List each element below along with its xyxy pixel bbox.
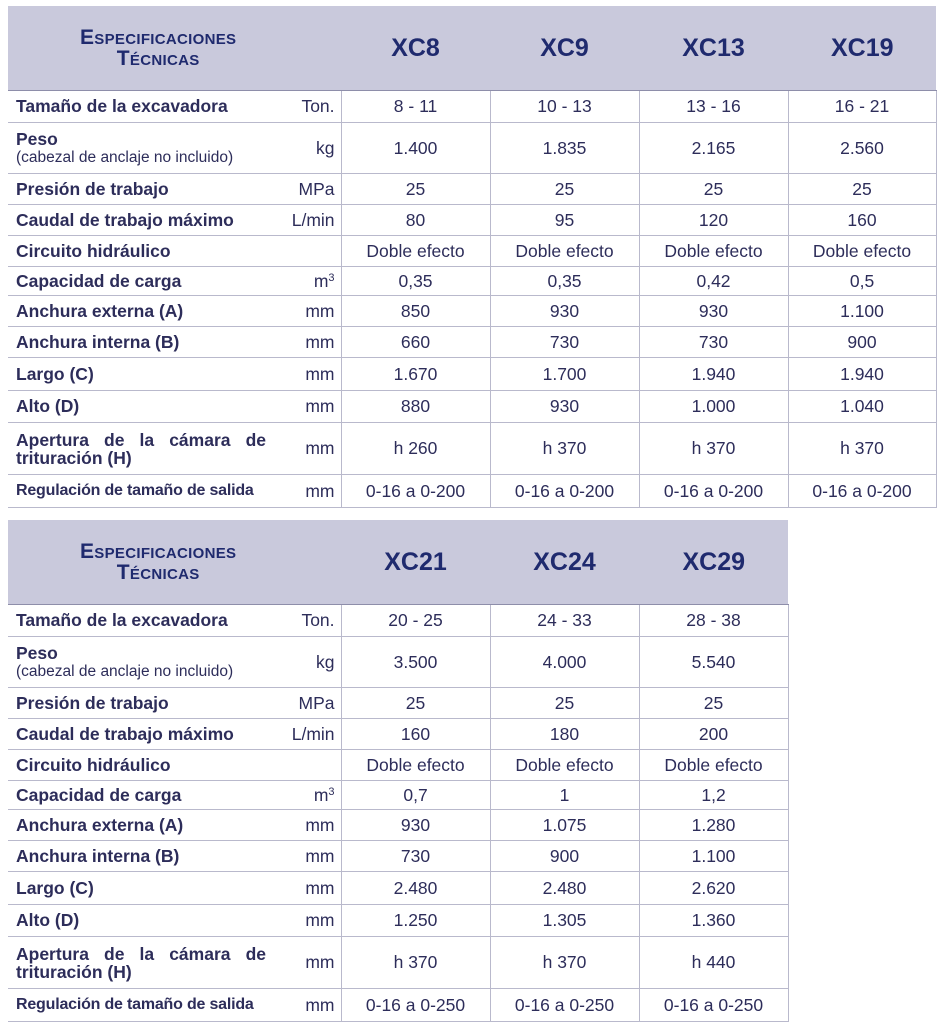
table-row <box>8 123 936 174</box>
table-row <box>8 391 936 423</box>
cell-value: h 370 <box>639 423 788 475</box>
row-unit: mm <box>278 841 341 872</box>
row-label <box>8 423 278 475</box>
cell-value: 25 <box>341 174 490 205</box>
row-unit: Ton. <box>278 91 341 123</box>
row-unit: mm <box>278 810 341 841</box>
cell-value: 930 <box>639 296 788 327</box>
table-header-row <box>8 520 788 605</box>
model-header: XC19 <box>788 6 936 91</box>
table-row <box>8 174 936 205</box>
cell-value: 1.940 <box>639 358 788 391</box>
cell-value: Doble efecto <box>490 236 639 267</box>
cell-value: 1.280 <box>639 810 788 841</box>
cell-value: 2.165 <box>639 123 788 174</box>
table-row <box>8 719 788 750</box>
cell-value: 25 <box>490 688 639 719</box>
table-row <box>8 267 936 296</box>
cell-value: 1.075 <box>490 810 639 841</box>
row-label: Anchura externa (A) <box>8 810 278 841</box>
cell-value: Doble efecto <box>788 236 936 267</box>
cell-value: Doble efecto <box>490 750 639 781</box>
cell-value: 2.480 <box>490 872 639 905</box>
row-label: Capacidad de carga <box>8 267 278 296</box>
row-unit: MPa <box>278 688 341 719</box>
spec-table-1 <box>8 6 937 508</box>
row-label-text: Apertura de la cámara de trituración (H) <box>16 429 266 468</box>
cell-value: 930 <box>490 296 639 327</box>
cell-value: h 260 <box>341 423 490 475</box>
table-row <box>8 810 788 841</box>
model-header: XC9 <box>490 6 639 91</box>
cell-value: 1.100 <box>639 841 788 872</box>
cell-value: 850 <box>341 296 490 327</box>
title-line-1: Especificaciones <box>80 25 237 49</box>
table-row <box>8 937 788 989</box>
row-unit: Ton. <box>278 605 341 637</box>
row-label: Capacidad de carga <box>8 781 278 810</box>
cell-value: 180 <box>490 719 639 750</box>
cell-value: Doble efecto <box>639 236 788 267</box>
cell-value: 1.835 <box>490 123 639 174</box>
cell-value: 1.670 <box>341 358 490 391</box>
row-unit: mm <box>278 475 341 508</box>
row-unit: mm <box>278 989 341 1022</box>
cell-value: 2.560 <box>788 123 936 174</box>
cell-value: 1.940 <box>788 358 936 391</box>
table-row <box>8 905 788 937</box>
row-unit: mm <box>278 937 341 989</box>
row-label: Alto (D) <box>8 391 278 423</box>
row-unit <box>278 267 341 296</box>
cell-value: 24 - 33 <box>490 605 639 637</box>
cell-value: 0,5 <box>788 267 936 296</box>
cell-value: 20 - 25 <box>341 605 490 637</box>
row-sublabel: (cabezal de anclaje no incluido) <box>16 663 234 680</box>
unit-superscript: 3 <box>328 271 335 284</box>
row-unit: mm <box>278 872 341 905</box>
cell-value: 1.305 <box>490 905 639 937</box>
table-row <box>8 296 936 327</box>
title-line-2: Técnicas <box>116 46 200 70</box>
cell-value: 0-16 a 0-200 <box>341 475 490 508</box>
row-label: Presión de trabajo <box>8 174 278 205</box>
row-label: Presión de trabajo <box>8 688 278 719</box>
cell-value: 16 - 21 <box>788 91 936 123</box>
cell-value: h 370 <box>788 423 936 475</box>
table-row <box>8 781 788 810</box>
cell-value: 0,7 <box>341 781 490 810</box>
row-unit: kg <box>278 123 341 174</box>
unit-base: m <box>313 784 329 805</box>
row-label: Alto (D) <box>8 905 278 937</box>
model-header: XC8 <box>341 6 490 91</box>
row-unit: MPa <box>278 174 341 205</box>
table-row <box>8 475 936 508</box>
cell-value: 28 - 38 <box>639 605 788 637</box>
cell-value: 5.540 <box>639 637 788 688</box>
model-header: XC24 <box>490 520 639 605</box>
row-unit <box>278 236 341 267</box>
cell-value: 160 <box>341 719 490 750</box>
row-unit: L/min <box>278 205 341 236</box>
model-header: XC13 <box>639 6 788 91</box>
cell-value: 0-16 a 0-200 <box>788 475 936 508</box>
cell-value: 25 <box>639 174 788 205</box>
cell-value: 80 <box>341 205 490 236</box>
row-label-text: Apertura de la cámara de trituración (H) <box>16 943 266 982</box>
row-label <box>8 937 278 989</box>
row-unit: mm <box>278 327 341 358</box>
table-row <box>8 327 936 358</box>
cell-value: h 440 <box>639 937 788 989</box>
table-row <box>8 91 936 123</box>
cell-value: 0,35 <box>490 267 639 296</box>
table-row <box>8 637 788 688</box>
unit-base: m <box>313 270 329 291</box>
row-unit <box>278 781 341 810</box>
table-row <box>8 358 936 391</box>
cell-value: 0-16 a 0-250 <box>490 989 639 1022</box>
cell-value: 0,42 <box>639 267 788 296</box>
cell-value: 95 <box>490 205 639 236</box>
row-label: Caudal de trabajo máximo <box>8 205 278 236</box>
row-label-main: Peso <box>16 643 58 663</box>
row-unit <box>278 750 341 781</box>
table-row <box>8 605 788 637</box>
unit-superscript: 3 <box>328 785 335 798</box>
table-row <box>8 750 788 781</box>
table-row <box>8 205 936 236</box>
table-row <box>8 688 788 719</box>
cell-value: 25 <box>788 174 936 205</box>
row-label: Largo (C) <box>8 358 278 391</box>
cell-value: 0-16 a 0-250 <box>341 989 490 1022</box>
cell-value: 900 <box>490 841 639 872</box>
cell-value: 0-16 a 0-200 <box>639 475 788 508</box>
title-line-2: Técnicas <box>116 560 200 584</box>
cell-value: Doble efecto <box>639 750 788 781</box>
row-label: Largo (C) <box>8 872 278 905</box>
row-label: Anchura externa (A) <box>8 296 278 327</box>
row-unit: L/min <box>278 719 341 750</box>
cell-value: 1.040 <box>788 391 936 423</box>
row-unit: mm <box>278 358 341 391</box>
cell-value: 0-16 a 0-250 <box>639 989 788 1022</box>
cell-value: 120 <box>639 205 788 236</box>
cell-value: 930 <box>341 810 490 841</box>
cell-value: 1.360 <box>639 905 788 937</box>
cell-value: 900 <box>788 327 936 358</box>
row-label <box>8 637 278 688</box>
cell-value: 160 <box>788 205 936 236</box>
cell-value: 1,2 <box>639 781 788 810</box>
row-label: Tamaño de la excavadora <box>8 91 278 123</box>
cell-value: 1.250 <box>341 905 490 937</box>
row-unit: mm <box>278 423 341 475</box>
cell-value: 2.480 <box>341 872 490 905</box>
cell-value: 1.400 <box>341 123 490 174</box>
cell-value: 10 - 13 <box>490 91 639 123</box>
cell-value: 1 <box>490 781 639 810</box>
table-row <box>8 423 936 475</box>
cell-value: h 370 <box>490 937 639 989</box>
cell-value: 2.620 <box>639 872 788 905</box>
model-header: XC21 <box>341 520 490 605</box>
row-label-main: Peso <box>16 129 58 149</box>
cell-value: h 370 <box>490 423 639 475</box>
cell-value: 25 <box>341 688 490 719</box>
cell-value: Doble efecto <box>341 236 490 267</box>
cell-value: 200 <box>639 719 788 750</box>
row-unit: kg <box>278 637 341 688</box>
cell-value: 25 <box>490 174 639 205</box>
row-label: Tamaño de la excavadora <box>8 605 278 637</box>
cell-value: 25 <box>639 688 788 719</box>
table-row <box>8 841 788 872</box>
cell-value: 730 <box>639 327 788 358</box>
model-header: XC29 <box>639 520 788 605</box>
table-header-row <box>8 6 936 91</box>
cell-value: 930 <box>490 391 639 423</box>
title-line-1: Especificaciones <box>80 539 237 563</box>
cell-value: 8 - 11 <box>341 91 490 123</box>
row-label: Circuito hidráulico <box>8 750 278 781</box>
cell-value: 1.000 <box>639 391 788 423</box>
table-title <box>8 6 341 91</box>
row-label: Regulación de tamaño de salida <box>8 475 278 508</box>
table-title <box>8 520 341 605</box>
table-row <box>8 236 936 267</box>
spec-table-2 <box>8 520 789 1022</box>
cell-value: 730 <box>341 841 490 872</box>
row-label <box>8 123 278 174</box>
cell-value: 880 <box>341 391 490 423</box>
cell-value: 3.500 <box>341 637 490 688</box>
row-label: Regulación de tamaño de salida <box>8 989 278 1022</box>
row-unit: mm <box>278 296 341 327</box>
cell-value: Doble efecto <box>341 750 490 781</box>
row-label: Circuito hidráulico <box>8 236 278 267</box>
table-row <box>8 872 788 905</box>
row-label: Caudal de trabajo máximo <box>8 719 278 750</box>
cell-value: h 370 <box>341 937 490 989</box>
row-label: Anchura interna (B) <box>8 327 278 358</box>
cell-value: 13 - 16 <box>639 91 788 123</box>
row-sublabel: (cabezal de anclaje no incluido) <box>16 149 234 166</box>
cell-value: 730 <box>490 327 639 358</box>
table-row <box>8 989 788 1022</box>
row-unit: mm <box>278 905 341 937</box>
row-label: Anchura interna (B) <box>8 841 278 872</box>
cell-value: 4.000 <box>490 637 639 688</box>
cell-value: 0,35 <box>341 267 490 296</box>
cell-value: 0-16 a 0-200 <box>490 475 639 508</box>
cell-value: 660 <box>341 327 490 358</box>
row-unit: mm <box>278 391 341 423</box>
cell-value: 1.700 <box>490 358 639 391</box>
cell-value: 1.100 <box>788 296 936 327</box>
